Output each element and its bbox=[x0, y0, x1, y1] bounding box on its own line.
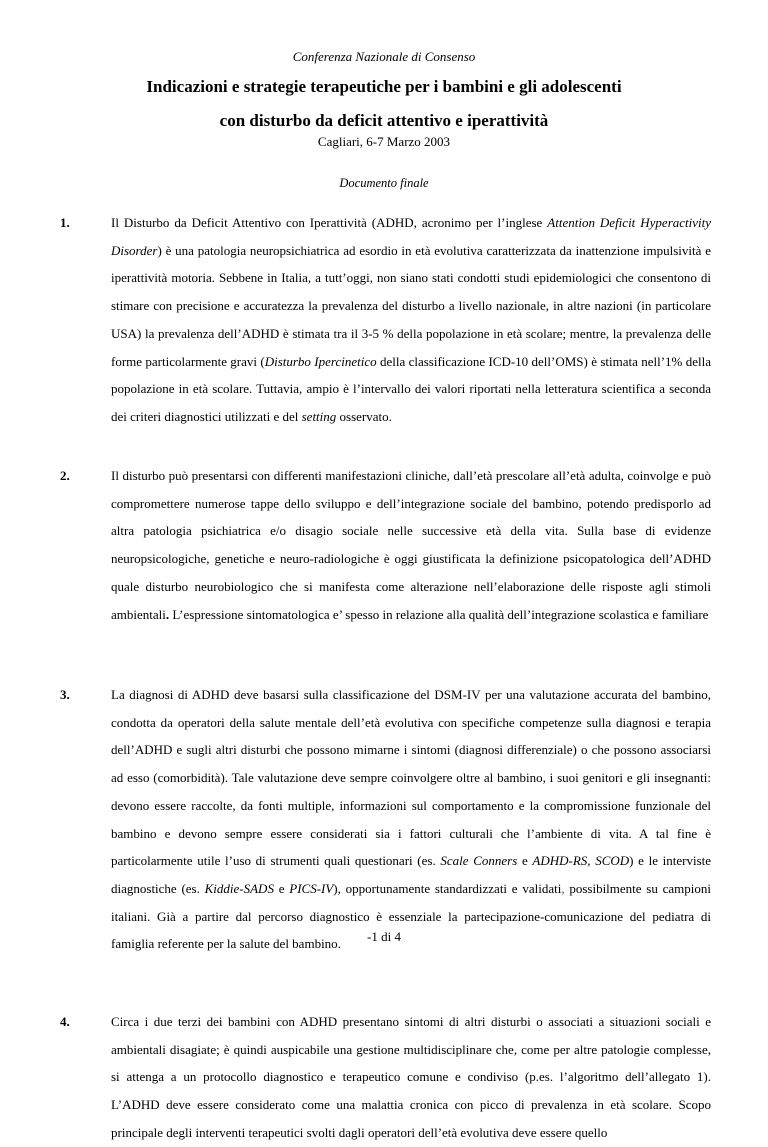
section-paragraph: Il Disturbo da Deficit Attentivo con Iperattività (ADHD, acronimo per l’inglese Attention Deficit Hyperactivity Disorder) è una patologia neuropsichiatrica ad esordio in età evolutiva caratterizzata da inattenzione impulsività e iperattività motoria. Sebbene in Italia, a tutt’oggi, non siano stati condotti studi epidemiologici che consentono di stimare con precisione e accuratezza la prevalenza del disturbo a livello nazionale, in altre nazioni (in particolare USA) la prevalenza dell’ADHD è stimata tra il 3-5 % della popolazione in età scolare; mentre, la prevalenza delle forme particolarmente gravi (Disturbo Ipercinetico della classificazione ICD-10 dell’OMS) è stimata nell’1% della popolazione in età scolare. Tuttavia, ampio è l’intervallo dei valori riportati nella letteratura scientifica a seconda dei criteri diagnostici utilizzati e del setting osservato. bbox=[111, 215, 712, 424]
section-paragraph: Circa i due terzi dei bambini con ADHD presentano sintomi di altri disturbi o associati a situazioni sociali e ambientali disagiate; è quindi auspicabile una gestione multidisciplinare che, come per altre patologie complesse, si attenga a un protocollo diagnostico e terapeutico comune e condiviso (p.es. l’algoritmo dell’allegato 1). L’ADHD deve essere considerato come una malattia cronica con picco di prevalenza in età scolare. Scopo principale degli interventi terapeutici svolti dagli operatori dell’età evolutiva deve essere quello bbox=[111, 1014, 711, 1140]
section-paragraph: Il disturbo può presentarsi con differenti manifestazioni cliniche, dall’età prescolare all’età adulta, coinvolge e può compromettere numerose tappe dello sviluppo e dell’integrazione sociale del bambino, potendo predisporlo ad altra patologia psichiatrica e/o disagio sociale nelle successive età della vita. Sulla base di evidenze neuropsicologiche, genetiche e neuro-radiologiche è oggi giustificata la definizione psicopatologica dell’ADHD quale disturbo neurobiologico che si manifesta come alterazione nell’elaborazione delle risposte agli stimoli ambientali. L’espressione sintomatologica e’ spesso in relazione alla qualità dell’integrazione scolastica e familiare bbox=[111, 468, 711, 622]
section-number: 4. bbox=[60, 1014, 70, 1029]
heading-line-2: con disturbo da deficit attentivo e iperattività bbox=[219, 111, 549, 130]
section-number: 2. bbox=[60, 468, 70, 483]
conference-name: Conferenza Nazionale di Consenso bbox=[292, 49, 476, 64]
document-heading bbox=[60, 70, 708, 138]
section-number: 3. bbox=[60, 687, 70, 702]
heading-line-1: Indicazioni e strategie terapeutiche per i bambini e gli adolescenti bbox=[146, 77, 622, 96]
document-subtitle: Documento finale bbox=[339, 176, 429, 190]
section-number: 1. bbox=[60, 215, 70, 230]
place-date: Cagliari, 6-7 Marzo 2003 bbox=[317, 134, 451, 149]
section-paragraph: La diagnosi di ADHD deve basarsi sulla classificazione del DSM-IV per una valutazione accurata del bambino, condotta da operatori della salute mentale dell’età evolutiva con specifiche competenze sulla diagnosi e terapia dell’ADHD e sugli altri disturbi che possono mimarne i sintomi (diagnosi differenziale) o che possono associarsi ad esso (comorbidità). Tale valutazione deve sempre coinvolgere oltre al bambino, i suoi genitori e gli insegnanti: devono essere raccolte, da fonti multiple, informazioni sul comportamento e la compromissione funzionale del bambino e devono sempre essere considerati sia i fattori culturali che l’ambiente di vita. A tal fine è particolarmente utile l’uso di strumenti quali questionari (es. Scale Conners e ADHD-RS, SCOD) e le interviste diagnostiche (es. Kiddie-SADS e PICS-IV), opportunamente standardizzati e validati, possibilmente su campioni italiani. Già a partire dal percorso diagnostico è essenziale la partecipazione-comunicazione del pediatra di famiglia referente per la salute del bambino. bbox=[111, 687, 712, 952]
page-number: -1 di 4 bbox=[367, 929, 401, 944]
